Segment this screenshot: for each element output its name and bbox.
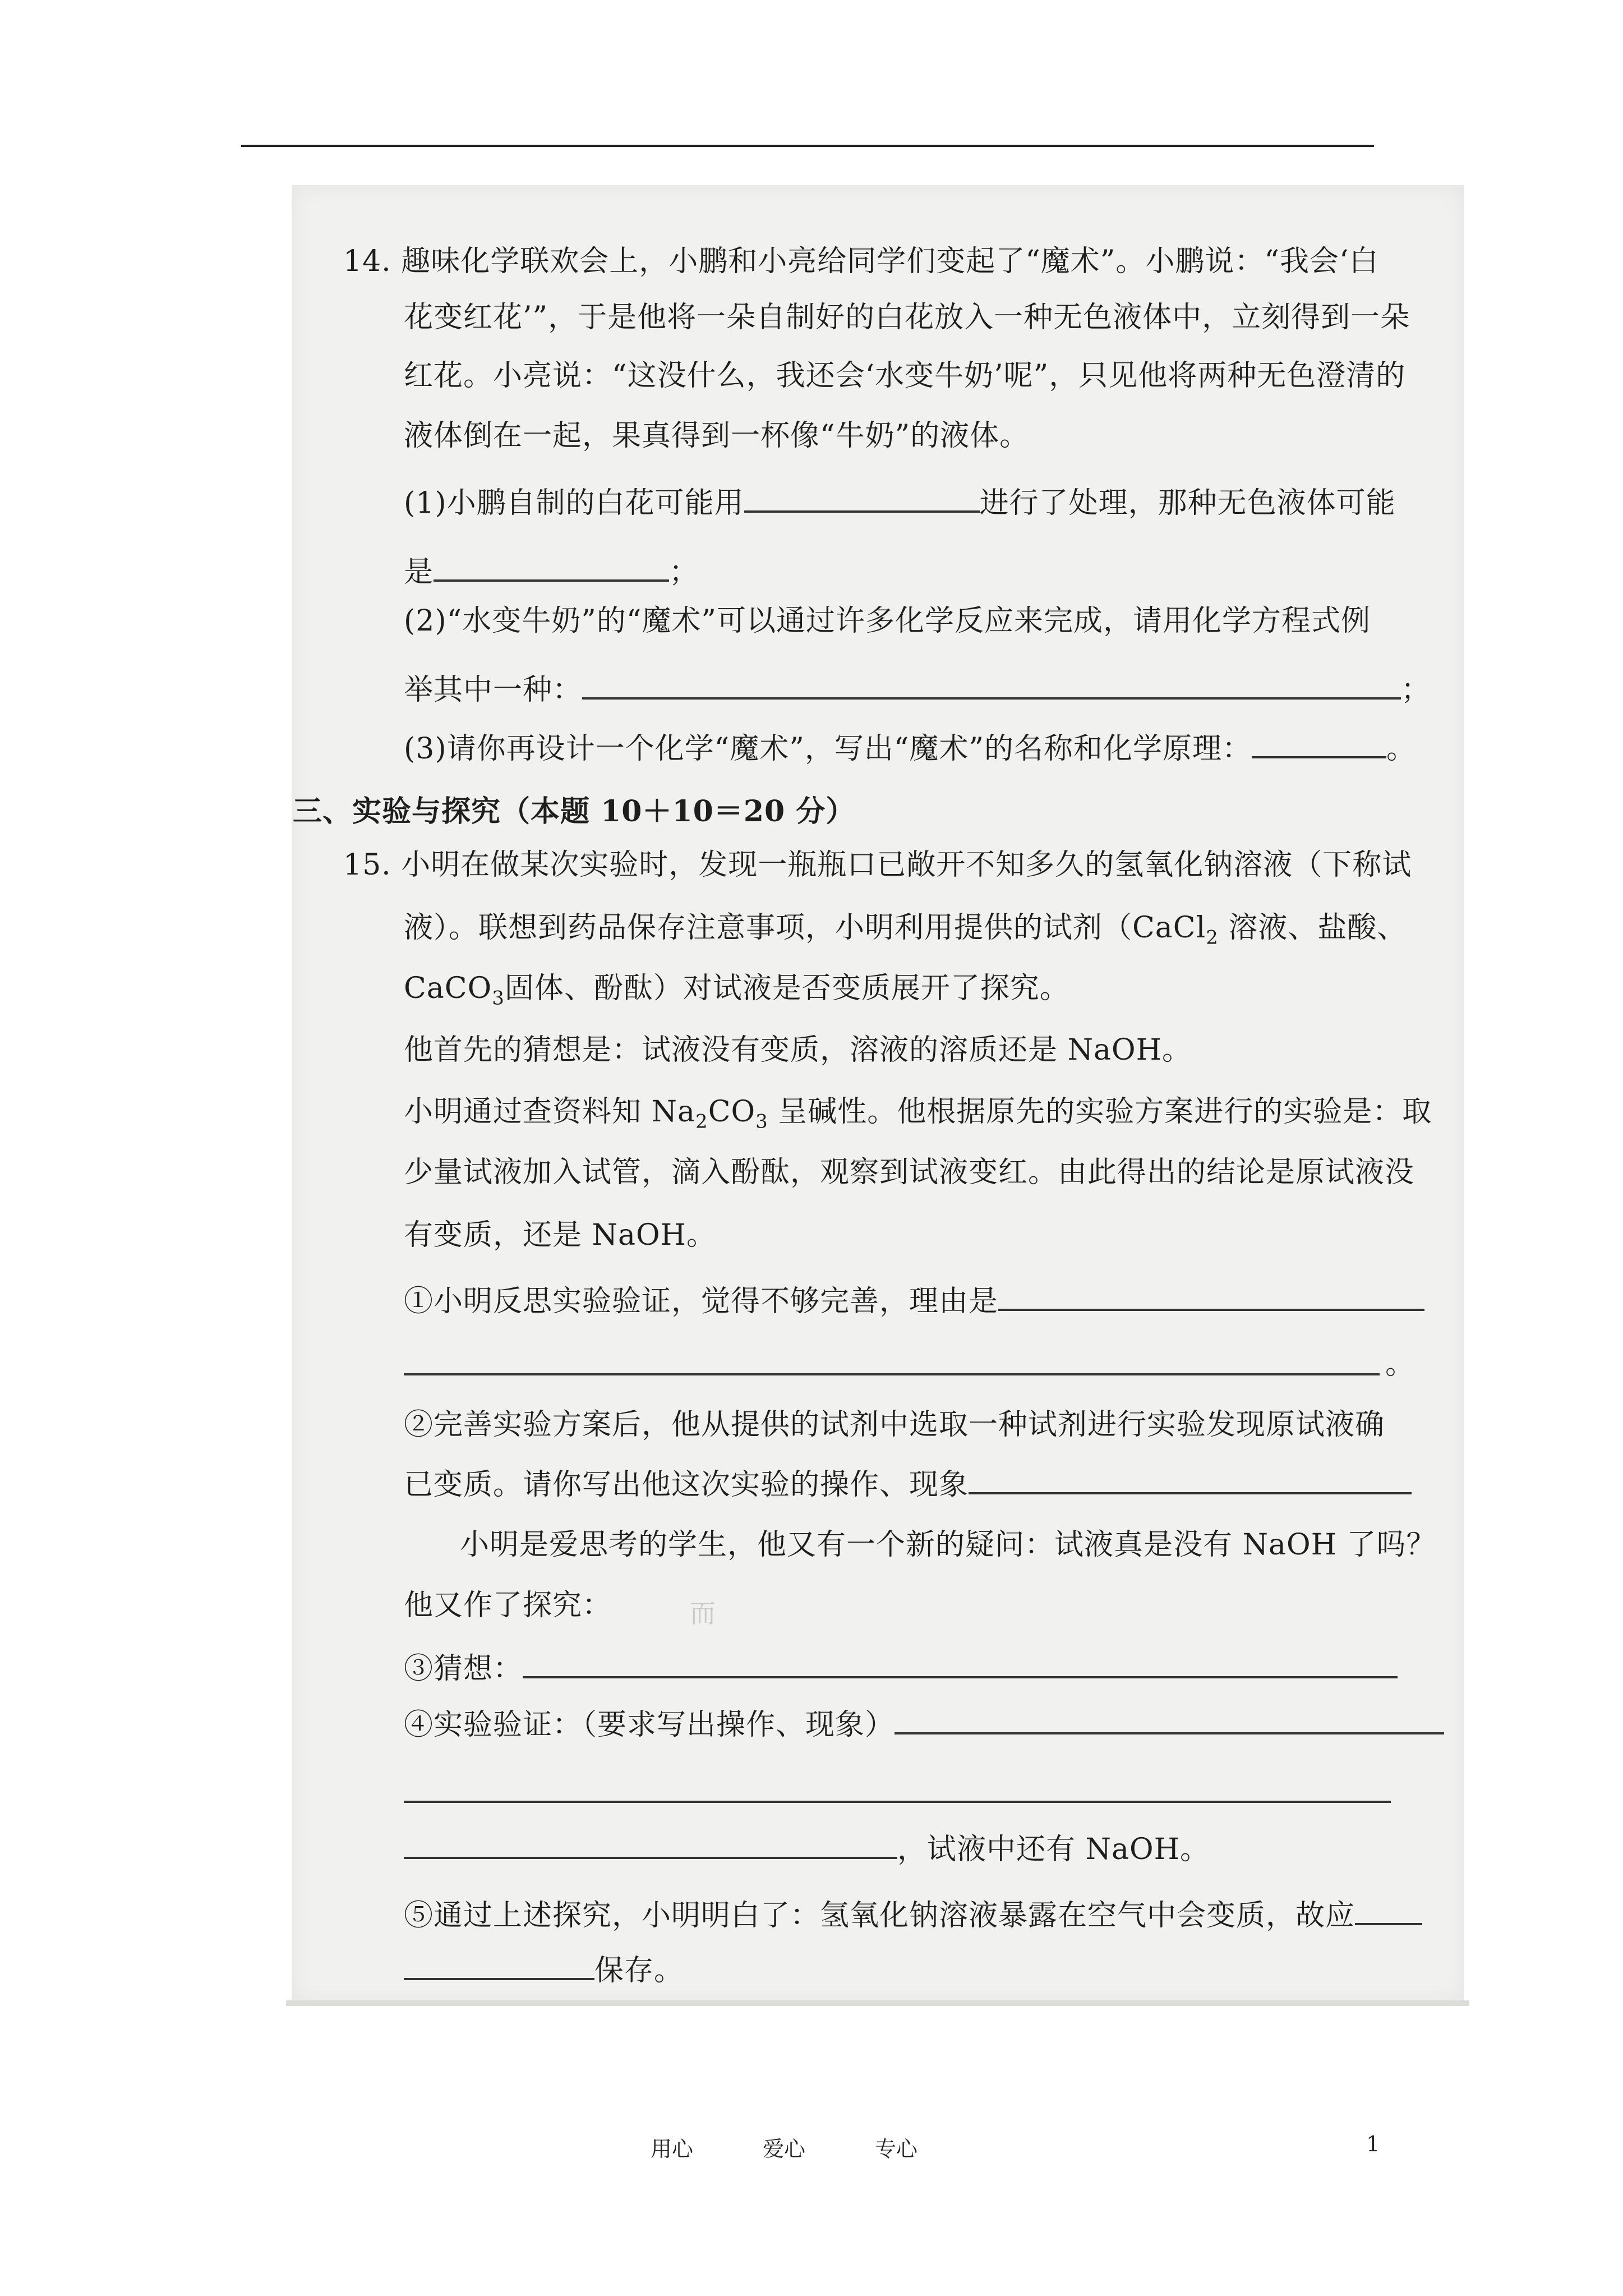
- q15-step-5-b: [404, 1951, 684, 1989]
- q14-part1-text-b: 进行了处理，那种无色液体可能: [979, 486, 1396, 520]
- q14-line-3: 红花。小亮说：“这没什么，我还会‘水变牛奶’呢”，只见他将两种无色澄清的: [404, 359, 1406, 393]
- footer-motto-2: 爱心: [763, 2137, 806, 2161]
- q15-step-4: [404, 1705, 1444, 1743]
- q14-part3-end: 。: [1386, 732, 1417, 766]
- q15-blank-storage-1[interactable]: [1355, 1896, 1422, 1925]
- q15-question-2-a: 小明是爱思考的学生，他又有一个新的疑问：试液真是没有 NaOH 了吗？: [460, 1528, 1436, 1562]
- q15-line-5-a: 小明通过查资料知 Na: [404, 1095, 696, 1129]
- page-number: 1: [1366, 2132, 1380, 2156]
- q15-line-5-b: CO: [708, 1095, 756, 1129]
- q15-blank-hypothesis[interactable]: [523, 1649, 1398, 1678]
- q15-line-5-c: 呈碱性。他根据原先的实验方案进行的实验是：取: [768, 1095, 1432, 1129]
- q14-part1-text-a: (1)小鹏自制的白花可能用: [404, 486, 744, 520]
- q15-blank-verify[interactable]: [895, 1705, 1444, 1734]
- q15-line-2-b: 溶液、盐酸、: [1218, 911, 1407, 945]
- q14-part1: [404, 484, 1396, 521]
- q14-blank-2[interactable]: [434, 553, 669, 582]
- q15-line-3-b: 固体、酚酞）对试液是否变质展开了探究。: [504, 972, 1069, 1005]
- q15-line-7: 有变质，还是 NaOH。: [404, 1218, 717, 1252]
- q15-line-1: 15. 小明在做某次实验时，发现一瓶瓶口已敞开不知多久的氢氧化钠溶液（下称试: [343, 848, 1412, 882]
- footer-motto-1: 用心: [651, 2137, 694, 2161]
- q15-step-2-a: ②完善实验方案后，他从提供的试剂中选取一种试剂进行实验发现原试液确: [404, 1408, 1385, 1442]
- q15-step-5-a: [404, 1896, 1422, 1934]
- q15-blank-verify-line-3[interactable]: [404, 1830, 897, 1859]
- q14-line-4: 液体倒在一起，果真得到一杯像“牛奶”的液体。: [404, 419, 1030, 453]
- q15-line-6: 少量试液加入试管，滴入酚酞，观察到试液变红。由此得出的结论是原试液没: [404, 1156, 1415, 1189]
- q15-step-3: [404, 1649, 1398, 1687]
- q15-step-1: [404, 1282, 1424, 1319]
- footer-motto-3: 专心: [875, 2137, 918, 2161]
- q15-step-4-cont-text: ，试液中还有 NaOH。: [897, 1833, 1210, 1866]
- q15-blank-storage-2[interactable]: [404, 1951, 594, 1980]
- q14-part2-cont: [404, 670, 1431, 708]
- q15-line-2-a: 液）。联想到药品保存注意事项，小明利用提供的试剂（CaCl: [404, 911, 1206, 945]
- q15-blank-reason[interactable]: [998, 1282, 1424, 1311]
- q14-blank-magic[interactable]: [1252, 729, 1386, 758]
- q15-step-1-text: ①小明反思实验验证，觉得不够完善，理由是: [404, 1285, 999, 1318]
- q14-part3-text: (3)请你再设计一个化学“魔术”，写出“魔术”的名称和化学原理：: [404, 732, 1252, 766]
- q15-blank-verify-line-2[interactable]: [404, 1801, 1391, 1803]
- q14-part1-text-d: ；: [669, 555, 699, 589]
- q15-blank-operation[interactable]: [969, 1465, 1412, 1494]
- q14-part1-cont: [404, 553, 699, 590]
- q14-line-1: 14. 趣味化学联欢会上，小鹏和小亮给同学们变起了“魔术”。小鹏说：“我会‘白: [343, 245, 1379, 278]
- q15-step-1-end: 。: [1385, 1347, 1415, 1381]
- q15-step-4-text: ④实验验证：（要求写出操作、现象）: [404, 1708, 895, 1742]
- q15-line-2: [404, 910, 1407, 949]
- q15-line-4: 他首先的猜想是：试液没有变质，溶液的溶质还是 NaOH。: [404, 1033, 1192, 1067]
- q15-line-5-sub2: 3: [755, 1110, 768, 1133]
- q14-blank-1[interactable]: [744, 484, 980, 513]
- q14-part3: [404, 729, 1416, 767]
- q15-question-2-b: 他又作了探究：: [404, 1589, 612, 1622]
- q15-line-5-sub1: 2: [695, 1110, 708, 1133]
- q15-blank-reason-line-2[interactable]: [404, 1373, 1380, 1375]
- q14-blank-equation[interactable]: [582, 670, 1401, 700]
- q14-part2: (2)“水变牛奶”的“魔术”可以通过许多化学反应来完成，请用化学方程式例: [404, 604, 1371, 638]
- q15-line-3-sub: 3: [492, 987, 505, 1010]
- q14-part2-text-c: ；: [1401, 673, 1431, 707]
- q15-step-2-b-text: 已变质。请你写出他这次实验的操作、现象: [404, 1468, 969, 1502]
- bleed-through-text: 而: [690, 1598, 716, 1628]
- header-rule: [241, 145, 1374, 147]
- q15-line-3: [404, 970, 1069, 1010]
- q15-line-3-a: CaCO: [404, 972, 492, 1005]
- q15-step-5-b-text: 保存。: [594, 1954, 684, 1987]
- q14-part1-text-c: 是: [404, 555, 434, 589]
- q15-line-2-sub: 2: [1206, 926, 1219, 949]
- q14-line-2: 花变红花’”，于是他将一朵自制好的白花放入一种无色液体中，立刻得到一朵: [404, 301, 1410, 334]
- q15-line-5: [404, 1094, 1432, 1133]
- q15-step-2-b: [404, 1465, 1412, 1503]
- q15-step-5-a-text: ⑤通过上述探究，小明明白了：氢氧化钠溶液暴露在空气中会变质，故应: [404, 1899, 1355, 1932]
- q14-part2-text-b: 举其中一种：: [404, 673, 583, 707]
- section-3-heading: 三、实验与探究（本题 10＋10＝20 分）: [293, 794, 856, 829]
- q15-step-4-cont: [404, 1830, 1210, 1867]
- q15-step-3-text: ③猜想：: [404, 1652, 523, 1686]
